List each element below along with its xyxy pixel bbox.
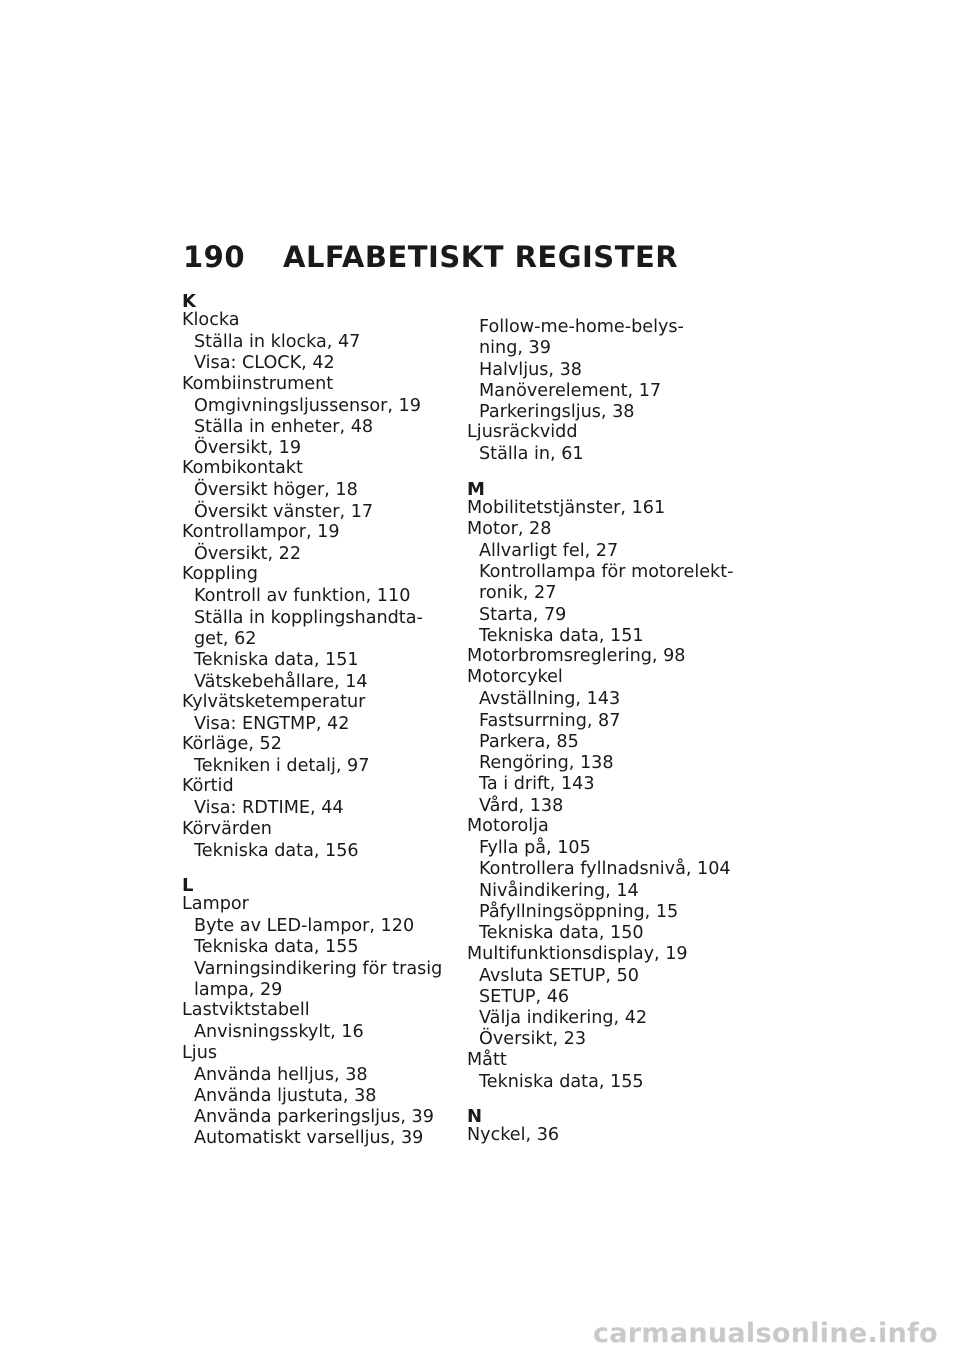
index-entry: Nyckel, 36 (467, 1125, 560, 1146)
index-subentry: Kontrollampa för motorelekt- (479, 562, 734, 583)
index-subentry: Översikt, 19 (194, 438, 302, 459)
index-subentry: Rengöring, 138 (479, 753, 614, 774)
index-subentry: Nivåindikering, 14 (479, 880, 639, 901)
index-entry: Koppling (182, 564, 258, 585)
index-subentry: Visa: CLOCK, 42 (194, 353, 335, 374)
index-subentry: Ta i drift, 143 (479, 774, 595, 795)
index-subentry: Parkera, 85 (479, 731, 579, 752)
index-entry: Lastviktstabell (182, 1000, 310, 1021)
index-subentry: Automatiskt varselljus, 39 (194, 1128, 424, 1149)
index-entry: Ljus (182, 1042, 218, 1063)
index-letter-heading: M (467, 478, 485, 500)
index-subentry: Tekniska data, 156 (194, 840, 359, 861)
index-subentry: Halvljus, 38 (479, 359, 582, 380)
index-subentry: Kontrollera fyllnadsnivå, 104 (479, 859, 731, 880)
index-subentry: Varningsindikering för trasig (194, 958, 443, 979)
index-subentry: Använda helljus, 38 (194, 1064, 368, 1085)
index-subentry: Visa: RDTIME, 44 (194, 798, 344, 819)
index-subentry: Översikt, 23 (479, 1029, 587, 1050)
index-entry: Motor, 28 (467, 518, 552, 539)
index-subentry: Allvarligt fel, 27 (479, 540, 619, 561)
index-subentry: Använda parkeringsljus, 39 (194, 1107, 434, 1128)
index-subentry: Visa: ENGTMP, 42 (194, 713, 350, 734)
index-subentry: ning, 39 (479, 338, 551, 359)
index-subentry: SETUP, 46 (479, 986, 570, 1007)
index-entry: Kontrollampor, 19 (182, 522, 340, 543)
index-subentry: Avsluta SETUP, 50 (479, 965, 639, 986)
index-subentry: Översikt höger, 18 (194, 480, 358, 501)
index-subentry: Översikt vänster, 17 (194, 501, 374, 522)
index-subentry: Tekniska data, 151 (479, 625, 644, 646)
index-subentry: Ställa in, 61 (479, 444, 584, 465)
index-subentry: Tekniska data, 150 (479, 923, 644, 944)
index-subentry: Fastsurrning, 87 (479, 710, 621, 731)
index-subentry: Översikt, 22 (194, 544, 302, 565)
index-subentry: Använda ljustuta, 38 (194, 1085, 377, 1106)
index-subentry: Ställa in enheter, 48 (194, 416, 374, 437)
index-subentry: Ställa in klocka, 47 (194, 332, 361, 352)
index-entry: Motorcykel (467, 667, 563, 688)
index-entry: Körläge, 52 (182, 734, 282, 755)
index-subentry: Follow-me-home-belys- (479, 317, 684, 337)
index-entry: Multifunktionsdisplay, 19 (467, 943, 688, 964)
index-entry: Körtid (182, 776, 234, 797)
index-letter-heading: K (182, 291, 196, 312)
index-subentry: Tekniken i detalj, 97 (194, 756, 370, 777)
index-subentry: Påfyllningsöppning, 15 (479, 901, 679, 922)
index-subentry: Kontroll av funktion, 110 (194, 586, 411, 607)
index-subentry: Starta, 79 (479, 604, 567, 625)
index-entry: Motorbromsreglering, 98 (467, 646, 686, 667)
index-subentry: Byte av LED-lampor, 120 (194, 916, 415, 937)
index-entry: Mått (467, 1049, 507, 1070)
index-subentry: Tekniska data, 155 (194, 937, 359, 958)
index-subentry: get, 62 (194, 628, 257, 649)
index-subentry: Avställning, 143 (479, 689, 621, 710)
index-subentry: Parkeringsljus, 38 (479, 402, 635, 423)
index-entry: Kylvätsketemperatur (182, 691, 366, 712)
index-entry: Kombiinstrument (182, 373, 334, 394)
index-subentry: Tekniska data, 155 (479, 1071, 644, 1092)
index-subentry: Anvisningsskylt, 16 (194, 1022, 364, 1043)
watermark: carmanualsonline.info (592, 1318, 938, 1349)
index-subentry: Välja indikering, 42 (479, 1008, 648, 1029)
index-entry: Mobilitetstjänster, 161 (467, 497, 666, 518)
index-subentry: Vätskebehållare, 14 (194, 671, 368, 692)
index-entry: Körvärden (182, 818, 272, 839)
index-column-right (467, 317, 742, 1147)
index-entry: Lampor (182, 894, 249, 915)
index-subentry: Fylla på, 105 (479, 838, 591, 859)
index-letter-heading: N (467, 1106, 483, 1128)
index-subentry: Manöverelement, 17 (479, 380, 662, 401)
page-title: ALFABETISKT REGISTER (283, 240, 679, 274)
index-entry: Ljusräckvidd (467, 422, 578, 443)
page-number: 190 (183, 240, 246, 274)
index-subentry: Vård, 138 (479, 795, 564, 816)
index-entry: Motorolja (467, 816, 549, 837)
index-subentry: ronik, 27 (479, 583, 557, 604)
index-subentry: Tekniska data, 151 (194, 650, 359, 671)
index-column-left (182, 292, 457, 1150)
index-subentry: Ställa in kopplingshandta- (194, 607, 423, 628)
index-subentry: lampa, 29 (194, 979, 283, 1000)
page-header (183, 240, 678, 274)
index-letter-heading: L (182, 875, 194, 897)
index-entry: Kombikontakt (182, 458, 303, 479)
index-entry: Klocka (182, 310, 240, 330)
index-subentry: Omgivningsljussensor, 19 (194, 395, 421, 416)
